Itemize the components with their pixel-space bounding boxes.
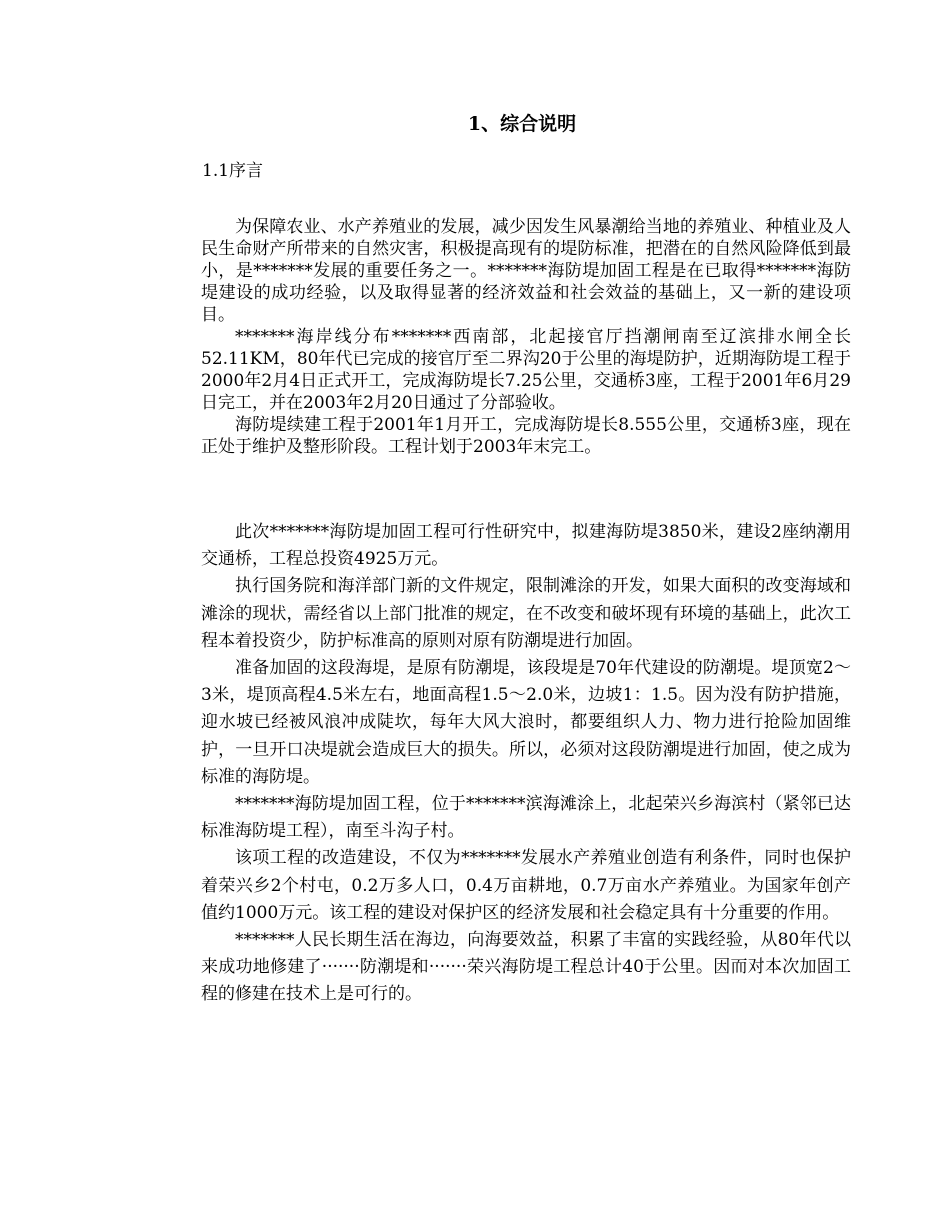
paragraph-4: 此次*******海防堤加固工程可行性研究中，拟建海防堤3850米，建设2座纳潮用交通桥，工程总投资4925万元。	[201, 522, 851, 570]
section-heading: 1.1序言	[202, 161, 264, 181]
paragraph-1: 为保障农业、水产养殖业的发展，减少因发生风暴潮给当地的养殖业、种植业及人民生命财产所带来的自然灾害，积极提高现有的堤防标准，把潜在的自然风险降低到最小，是*******发展的重要任务之一。*******海防堤加固工程是在已取得*******海防堤建设的成功经验，以及取得显著的经济效益和社会效益的基础上，又一新的建设项目。	[201, 217, 851, 325]
paragraph-6: 准备加固的这段海堤，是原有防潮堤，该段堤是70年代建设的防潮堤。堤顶宽2～3米，堤顶高程4.5米左右，地面高程1.5～2.0米，边坡1：1.5。因为没有防护措施，迎水坡已经被风浪冲成陡坎，每年大风大浪时，都要组织人力、物力进行抢险加固维护，一旦开口决堤就会造成巨大的损失。所以，必须对这段防潮堤进行加固，使之成为标准的海防堤。	[201, 658, 851, 787]
paragraph-5: 执行国务院和海洋部门新的文件规定，限制滩涂的开发，如果大面积的改变海域和滩涂的现状，需经省以上部门批准的规定，在不改变和破坏现有环境的基础上，此次工程本着投资少，防护标准高的原则对原有防潮堤进行加固。	[201, 576, 851, 651]
paragraph-9: *******人民长期生活在海边，向海要效益，积累了丰富的实践经验，从80年代以来成功地修建了·······防潮堤和·······荣兴海防堤工程总计40于公里。因而对本次加固工程的修建在技术上是可行的。	[201, 930, 851, 1005]
paragraph-7: *******海防堤加固工程，位于*******滨海滩涂上，北起荣兴乡海滨村（紧邻已达标准海防堤工程），南至斗沟子村。	[201, 794, 851, 842]
body-text-block-2	[201, 519, 851, 1009]
paragraph-3: 海防堤续建工程于2001年1月开工，完成海防堤长8.555公里，交通桥3座，现在正处于维护及整形阶段。工程计划于2003年末完工。	[201, 415, 851, 457]
body-text-block-1	[201, 216, 851, 458]
document-title: 1、综合说明	[467, 113, 577, 135]
paragraph-2: *******海岸线分布*******西南部，北起接官厅挡潮闸南至辽滨排水闸全长52.11KM，80年代已完成的接官厅至二界沟20于公里的海堤防护，近期海防堤工程于2000年2月4日正式开工，完成海防堤长7.25公里，交通桥3座，工程于2001年6月29日完工，并在2003年2月20日通过了分部验收。	[201, 327, 851, 413]
paragraph-8: 该项工程的改造建设，不仅为*******发展水产养殖业创造有利条件，同时也保护着荣兴乡2个村屯，0.2万多人口，0.4万亩耕地，0.7万亩水产养殖业。为国家年创产值约1000万元。该工程的建设对保护区的经济发展和社会稳定具有十分重要的作用。	[201, 848, 851, 923]
